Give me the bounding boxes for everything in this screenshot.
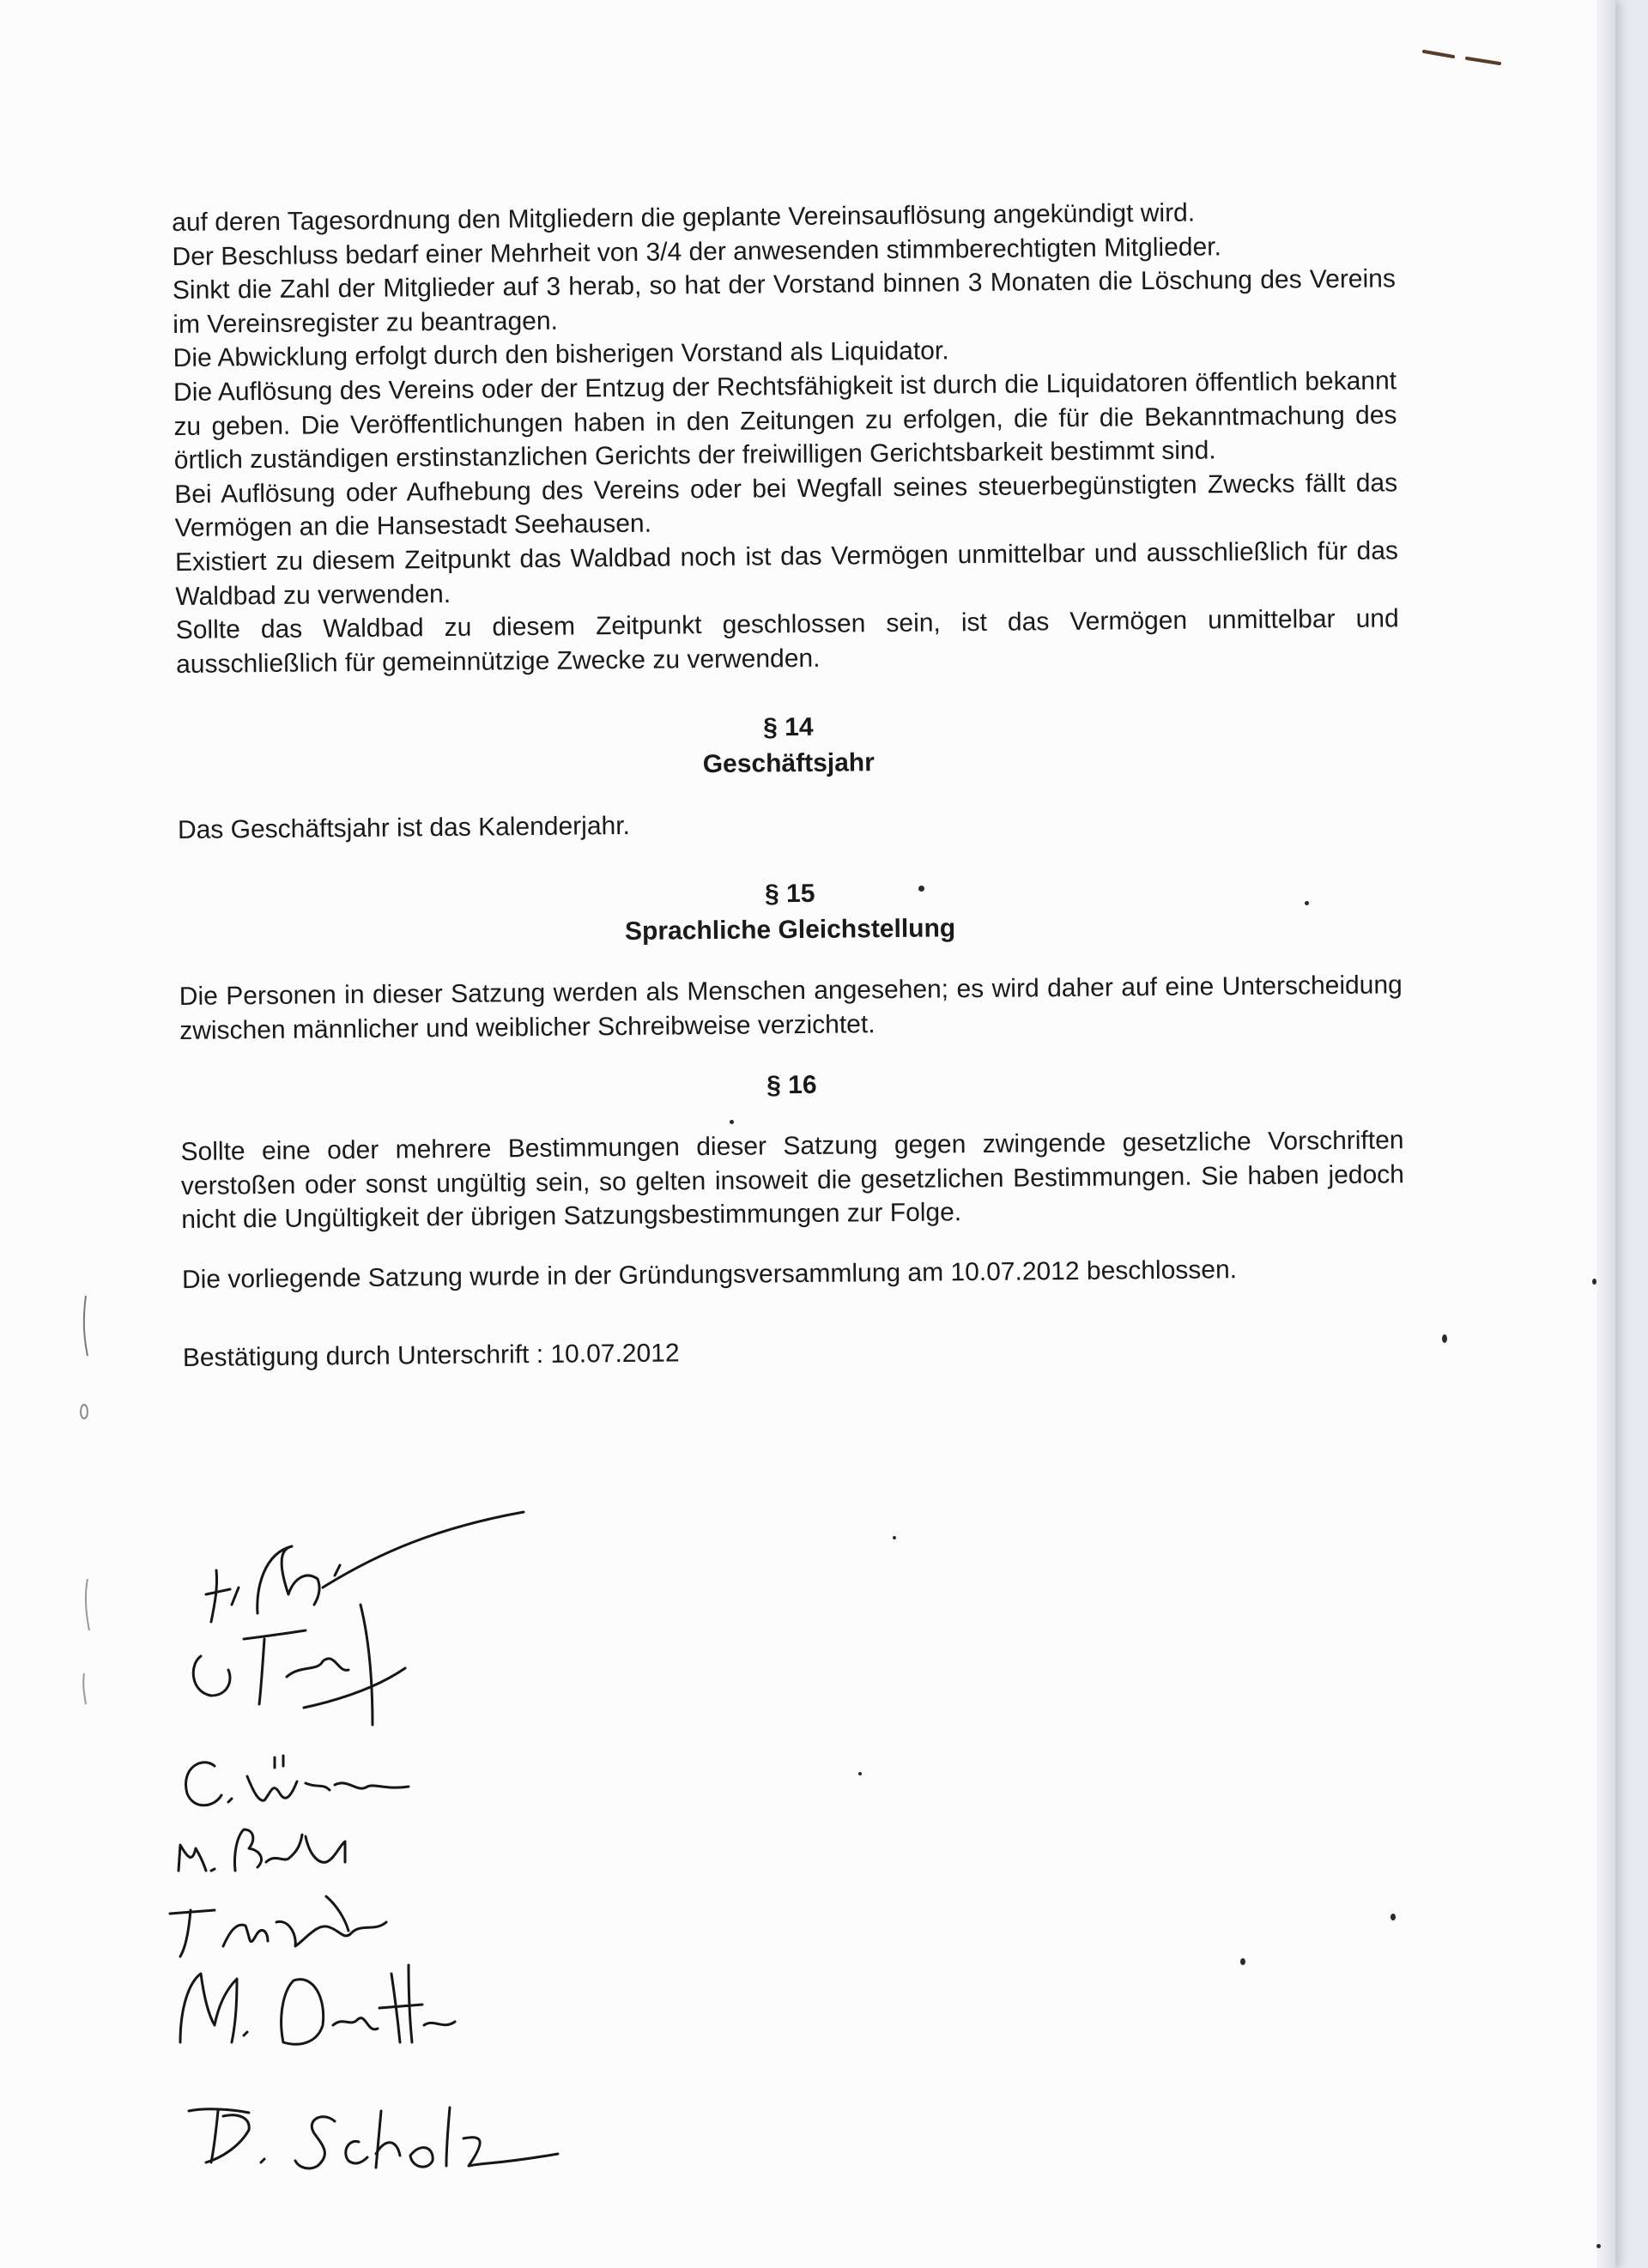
page-edge-shadow xyxy=(1596,0,1615,2268)
paragraph: Sinkt die Zahl der Mitglieder auf 3 herab, so hat der Vorstand binnen 3 Monaten die Löschung des Vereins im Vereinsregister zu beantragen. xyxy=(172,264,1397,339)
confirmation-line: Bestätigung durch Unterschrift : 10.07.2012 xyxy=(182,1339,680,1373)
signature-5 xyxy=(170,1896,386,1957)
signature-6 xyxy=(180,1965,455,2044)
section-16-text: Sollte eine oder mehrere Bestimmungen dieser Satzung gegen zwingende gesetzliche Vorschriften verstoßen oder sonst ungültig sein, so gelten insoweit die gesetzlichen Bestimmungen. Sie haben jedoch nicht die Ungültigkeit der übrigen Satzungsbestimmungen zur Folge. xyxy=(180,1126,1405,1235)
paragraph: auf deren Tagesordnung den Mitgliedern die geplante Vereinsauflösung angekündigt wird. xyxy=(172,198,1196,237)
dissolution-clause xyxy=(172,194,1399,681)
signature-3 xyxy=(186,1756,409,1805)
section-14-title: Geschäftsjahr xyxy=(702,748,875,779)
signature-2 xyxy=(193,1605,405,1725)
binder-hole-marks xyxy=(62,1287,96,1716)
section-15-number: § 15 xyxy=(764,879,815,909)
handwritten-signatures xyxy=(154,1493,635,2197)
section-15-title: Sprachliche Gleichstellung xyxy=(624,914,956,946)
section-14-text: Das Geschäftsjahr ist das Kalenderjahr. xyxy=(177,812,631,845)
paragraph: Die Abwicklung erfolgt durch den bisherigen Vorstand als Liquidator. xyxy=(173,336,949,373)
signature-block xyxy=(154,1493,635,2197)
section-16-number: § 16 xyxy=(766,1070,817,1100)
paragraph: Sollte das Waldbad zu diesem Zeitpunkt geschlossen sein, ist das Vermögen unmittelbar und ausschließlich für gemeinnützige Zwecke zu verwenden. xyxy=(175,604,1399,679)
scan-artifact xyxy=(1421,45,1506,70)
signature-1 xyxy=(206,1512,524,1622)
paragraph: Der Beschluss bedarf einer Mehrheit von 3/4 der anwesenden stimmberechtigten Mitglieder. xyxy=(172,232,1221,271)
paragraph: Existiert zu diesem Zeitpunkt das Waldbad noch ist das Vermögen unmittelbar und ausschließlich für das Waldbad zu verwenden. xyxy=(174,536,1399,611)
signature-7 xyxy=(189,2108,558,2168)
section-15-text: Die Personen in dieser Satzung werden als Menschen angesehen; es wird daher auf eine Unterscheidung zwischen männlicher und weiblicher Schreibweise verzichtet. xyxy=(179,971,1403,1045)
adoption-statement: Die vorliegende Satzung wurde in der Gründungsversammlung am 10.07.2012 beschlossen. xyxy=(181,1255,1238,1294)
signature-4 xyxy=(179,1830,345,1871)
paragraph: Bei Auflösung oder Aufhebung des Vereins oder bei Wegfall seines steuerbegünstigten Zwecks fällt das Vermögen an die Hansestadt Seehausen. xyxy=(174,469,1398,543)
statute-text xyxy=(172,194,1406,1376)
paragraph: Die Auflösung des Vereins oder der Entzug der Rechtsfähigkeit ist durch die Liquidatoren öffentlich bekannt zu geben. Die Veröffentlichungen haben in den Zeitungen zu erfolgen, die für die Bekanntmachung des örtlich zuständigen erstinstanzlichen Gerichts der freiwilligen Gerichtsbarkeit bestimmt sind. xyxy=(173,366,1397,475)
section-14-number: § 14 xyxy=(763,713,814,742)
